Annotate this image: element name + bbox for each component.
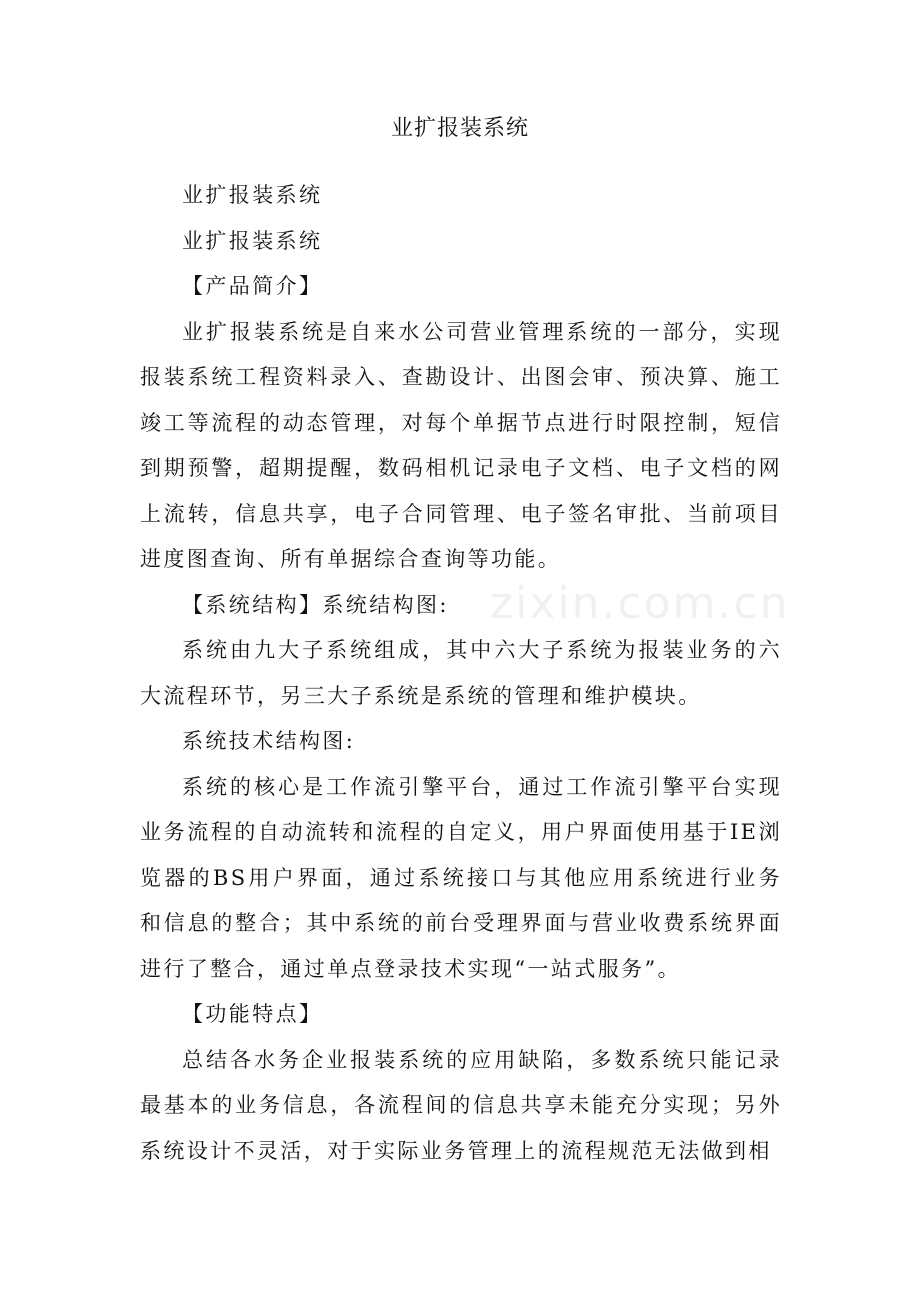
paragraph-product-description: 业扩报装系统是自来水公司营业管理系统的一部分，实现报装系统工程资料录入、查勘设计、出图会审、预决算、施工竣工等流程的动态管理，对每个单据节点进行时限控制，短信到期预警，超期提醒，数码相机记录电子文档、电子文档的网上流转，信息共享，电子合同管理、电子签名审批、当前项目进度图查询、所有单据综合查询等功能。 — [140, 319, 782, 571]
watermark-text: zixin.com.cn — [490, 578, 790, 629]
paragraph-heading-1: 业扩报装系统 — [182, 183, 323, 207]
section-system-structure: 【系统结构】系统结构图: — [182, 592, 449, 617]
paragraph-heading-2: 业扩报装系统 — [182, 228, 323, 253]
section-product-intro: 【产品简介】 — [182, 274, 323, 298]
paragraph-workflow-engine: 系统的核心是工作流引擎平台，通过工作流引擎平台实现业务流程的自动流转和流程的自定义，用户界面使用基于IE浏览器的BS用户界面，通过系统接口与其他应用系统进行业务和信息的整合；其中系统的前台受理界面与营业收费系统界面进行了整合，通过单点登录技术实现“一站式服务”。 — [140, 774, 782, 981]
document-body — [140, 173, 782, 1174]
section-features: 【功能特点】 — [182, 1002, 323, 1026]
paragraph-features-summary: 总结各水务企业报装系统的应用缺陷，多数系统只能记录最基本的业务信息，各流程间的信息共享未能充分实现；另外系统设计不灵活，对于实际业务管理上的流程规范无法做到相 — [140, 1047, 782, 1163]
paragraph-tech-structure-label: 系统技术结构图: — [182, 729, 356, 753]
document-title: 业扩报装系统 — [390, 116, 529, 141]
paragraph-subsystems: 系统由九大子系统组成，其中六大子系统为报装业务的六大流程环节，另三大子系统是系统的管理和维护模块。 — [140, 638, 782, 708]
